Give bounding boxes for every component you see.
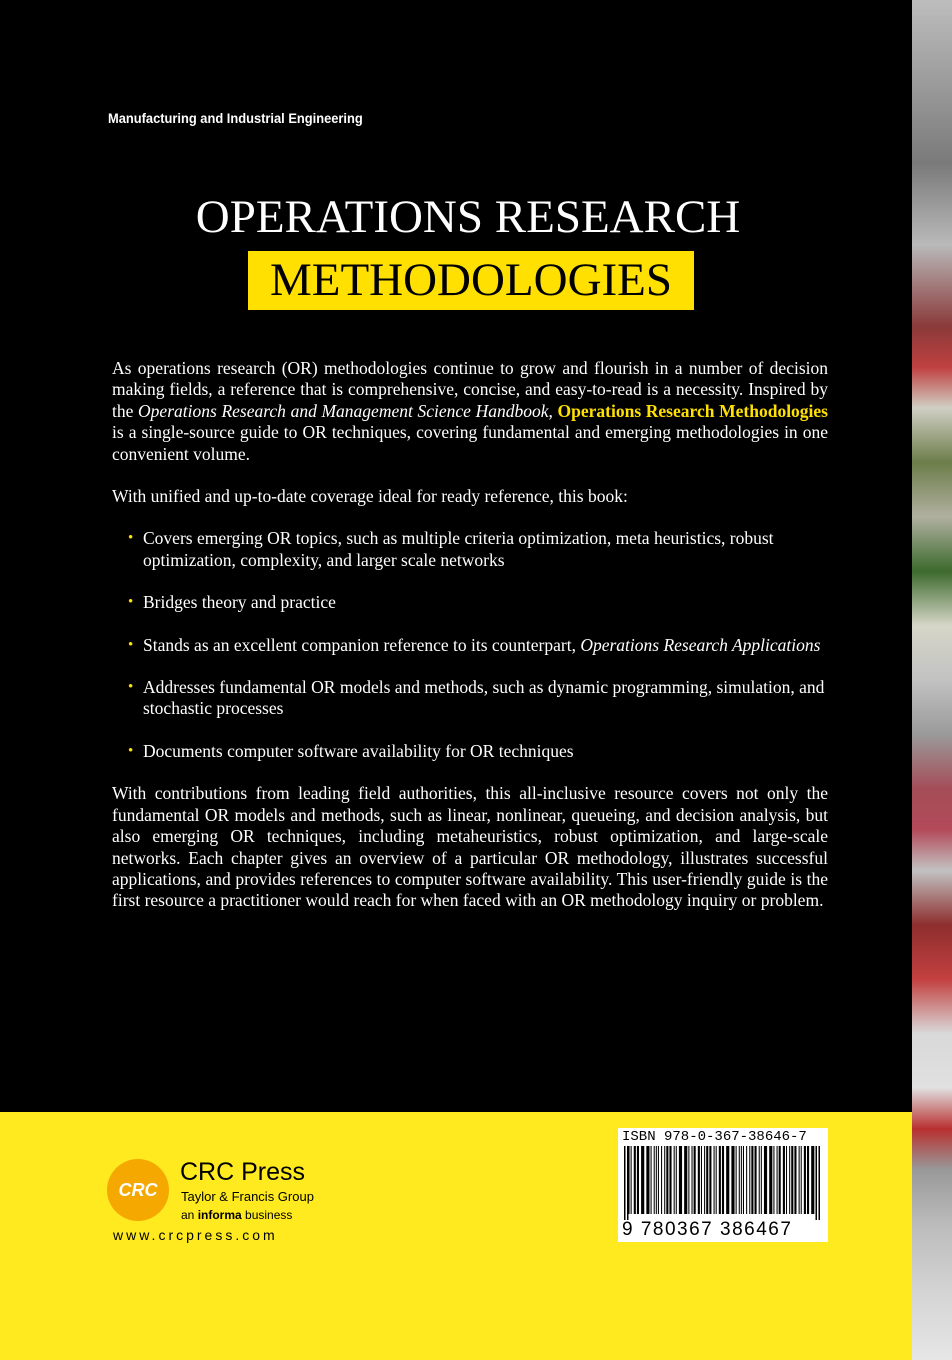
series-label: Manufacturing and Industrial Engineering — [108, 110, 363, 126]
barcode-bar — [624, 1146, 626, 1220]
barcode-bar — [688, 1146, 689, 1214]
barcode-bar — [634, 1146, 636, 1214]
barcode-bar — [759, 1146, 760, 1214]
barcode-bar — [679, 1146, 682, 1214]
barcode-bar — [804, 1146, 806, 1214]
handbook-title: Operations Research and Management Science Handbook — [138, 400, 549, 421]
barcode-bar — [743, 1146, 744, 1214]
barcode-bar — [769, 1146, 772, 1214]
barcode-bar — [646, 1146, 649, 1214]
publisher-group: Taylor & Francis Group — [181, 1189, 314, 1204]
barcode-bar — [764, 1146, 767, 1214]
book-title-line2: METHODOLOGIES — [269, 254, 673, 306]
isbn-digits: 9 780367 386467 — [622, 1219, 793, 1240]
intro-part2: is a single-source guide to OR techniques, covering fundamental and emerging methodologies in one convenient volume. — [112, 422, 828, 464]
feature-list — [112, 528, 828, 762]
list-item — [112, 635, 828, 656]
book-title-line1: OPERATIONS RESEARCH — [195, 191, 741, 243]
bullet-icon: • — [128, 742, 134, 759]
barcode-bar — [701, 1146, 702, 1214]
barcode-bar — [676, 1146, 677, 1214]
barcode-bar — [736, 1146, 737, 1214]
feature-text: Stands as an excellent companion reference to its counterpart, — [143, 634, 581, 655]
list-item — [112, 528, 828, 571]
publisher-sub-prefix: an — [181, 1208, 198, 1222]
barcode-bar — [811, 1146, 814, 1214]
publisher-url: www.crcpress.com — [113, 1227, 278, 1243]
feature-text: Addresses fundamental OR models and methods, such as dynamic programming, simulation, and stochastic processes — [143, 677, 825, 719]
feature-text: Documents computer software availability for OR techniques — [143, 740, 574, 761]
publisher-subtitle — [181, 1208, 292, 1222]
barcode-bar — [716, 1146, 717, 1214]
barcode-bar — [789, 1146, 790, 1214]
book-title-highlight — [248, 251, 694, 310]
list-item — [112, 741, 828, 762]
intro-comma: , — [548, 400, 558, 421]
list-item — [112, 677, 828, 720]
barcode-bar — [654, 1146, 655, 1214]
bullet-icon: • — [128, 530, 134, 547]
barcode-bar — [706, 1146, 708, 1214]
barcode-bar — [656, 1146, 657, 1214]
barcode-bar — [773, 1146, 774, 1214]
crc-logo-icon — [107, 1159, 169, 1221]
barcode-bar — [674, 1146, 675, 1214]
publisher-name: CRC Press — [180, 1158, 306, 1186]
barcode-bar — [664, 1146, 665, 1214]
barcode-bar — [779, 1146, 781, 1214]
barcode-bar — [791, 1146, 793, 1214]
barcode-bar — [709, 1146, 711, 1214]
barcode-bar — [641, 1146, 644, 1214]
barcode-bar — [731, 1146, 734, 1214]
barcode-bar — [746, 1146, 747, 1214]
feature-text: Covers emerging OR topics, such as multiple criteria optimization, meta heuristics, robust optimization, complexity, and larger scale networks — [143, 528, 774, 570]
barcode-bar — [629, 1146, 630, 1214]
barcode-bar — [651, 1146, 652, 1214]
isbn-label: ISBN 978-0-367-38646-7 — [622, 1129, 807, 1145]
barcode-bar — [741, 1146, 742, 1214]
barcode-bar — [801, 1146, 802, 1214]
barcode-bar — [669, 1146, 671, 1214]
barcode-bar — [694, 1146, 696, 1214]
barcode-bar — [666, 1146, 668, 1214]
feature-text: Bridges theory and practice — [143, 592, 336, 613]
barcode-bar — [755, 1146, 757, 1214]
barcode-bar — [739, 1146, 740, 1214]
description — [112, 358, 828, 912]
barcode-bar — [816, 1146, 818, 1220]
intro-paragraph — [112, 358, 828, 465]
intro-part1: As operations research (OR) methodologies continue to grow and flourish in a number of decision making fields, a reference that is comprehensive, concise, and easy-to-read is a necessity. Inspired by the — [112, 358, 828, 421]
bullet-icon: • — [128, 679, 134, 696]
barcode-bar — [794, 1146, 796, 1214]
barcode-bar — [751, 1146, 753, 1214]
barcode-bar — [658, 1146, 659, 1214]
barcode-icon — [622, 1146, 824, 1220]
barcode-bar — [719, 1146, 721, 1214]
barcode-bar — [704, 1146, 705, 1214]
companion-title: Operations Research Applications — [580, 634, 821, 655]
barcode-bar — [627, 1146, 629, 1220]
barcode-bar — [786, 1146, 787, 1214]
barcode-bar — [714, 1146, 715, 1214]
barcode-bar — [726, 1146, 729, 1214]
barcode — [618, 1128, 828, 1242]
bullet-icon: • — [128, 594, 134, 611]
barcode-bar — [631, 1146, 632, 1214]
publisher-sub-bold: informa — [197, 1208, 242, 1222]
publisher-sub-suffix: business — [241, 1208, 293, 1222]
book-title-highlight-text: Operations Research Methodologies — [557, 400, 828, 421]
bullet-icon: • — [128, 636, 134, 653]
lead-sentence: With unified and up-to-date coverage ideal for ready reference, this book: — [112, 486, 628, 507]
crc-logo-text: CRC — [118, 1179, 158, 1200]
barcode-bar — [761, 1146, 762, 1214]
barcode-bar — [807, 1146, 809, 1214]
barcode-bar — [661, 1146, 662, 1214]
barcode-bar — [722, 1146, 724, 1214]
barcode-bar — [698, 1146, 700, 1214]
barcode-bar — [819, 1146, 821, 1220]
closing-paragraph: With contributions from leading field authorities, this all-inclusive resource covers not only the fundamental OR models and methods, such as linear, nonlinear, queueing, and decision analysis, but also emerging OR techniques, including metaheuristics, robust optimization, and large-scale networks. Each chapter gives an overview of a particular OR methodology, illustrates successful applications, and provides references to computer software availability. This user-friendly guide is the first resource a practitioner would reach for when faced with an OR methodology inquiry or problem. — [112, 783, 828, 911]
barcode-bar — [692, 1146, 693, 1214]
list-item — [112, 592, 828, 613]
barcode-bar — [799, 1146, 800, 1214]
barcode-bar — [777, 1146, 778, 1214]
barcode-bar — [749, 1146, 750, 1214]
barcode-bar — [783, 1146, 785, 1214]
barcode-bar — [637, 1146, 639, 1214]
barcode-bar — [684, 1146, 687, 1214]
